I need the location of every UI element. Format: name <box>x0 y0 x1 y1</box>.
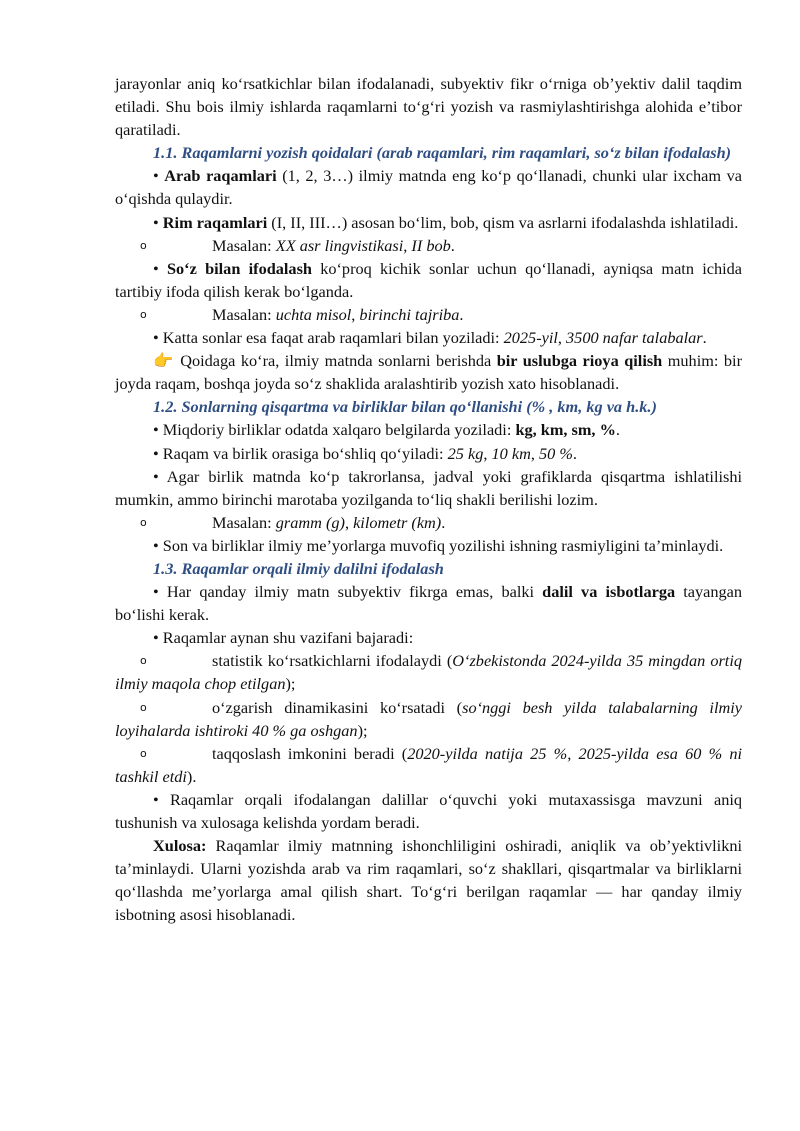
text-run: • Son va birliklar ilmiy me’yorlarga muvofiq yozilishi ishning rasmiyligini ta’minlaydi. <box>153 535 724 555</box>
bold-text: Xulosa: <box>153 836 207 856</box>
text-run: 1.3. Raqamlar orqali ilmiy dalilni ifodalash <box>153 558 444 578</box>
text-run: . <box>459 304 464 324</box>
text-run: 👉 Qoidaga ko‘ra, ilmiy matnda sonlarni berishda <box>153 351 497 371</box>
sub-bullet-marker: o <box>140 515 147 529</box>
sub-bullet-marker: o <box>140 307 147 321</box>
sub-bullet-item <box>115 696 742 742</box>
text-run: , <box>557 328 567 348</box>
text-run: • Agar birlik matnda ko‘p takrorlansa, jadval yoki grafiklarda qisqartma ishlatilishi mumkin, ammo birinchi marotaba yozilganda to‘liq shakli berilishi lozim. <box>115 466 742 509</box>
italic-text: uchta misol <box>275 304 352 324</box>
text-run: statistik ko‘rsatkichlarni ifodalaydi ( <box>212 651 453 671</box>
bold-text: Arab raqamlari <box>164 166 277 186</box>
text-run: Masalan: <box>212 512 276 532</box>
bold-text: dalil va isbotlarga <box>542 582 676 602</box>
bullet-item <box>115 534 742 557</box>
bold-text: So‘z bilan ifodalash <box>166 258 312 278</box>
section-heading <box>115 141 742 164</box>
sub-bullet-item <box>115 234 742 257</box>
document-page <box>115 72 742 926</box>
text-run: , <box>403 235 412 255</box>
italic-text: 50 % <box>538 443 573 463</box>
sub-bullet-item <box>115 511 742 534</box>
text-run: taqqoslash imkonini beradi ( <box>212 743 408 763</box>
text-run: Raqamlar ilmiy matnning ishonchliligini oshiradi, aniqlik va ob’yektivlikni ta’minlaydi. Ularni yozishda arab va rim raqamlari, so‘z shakllari, qisqartmalar va birliklarni qo‘llashda me’yorlarga amal qilish shart. To‘g‘ri berilgan raqamlar — har qanday ilmiy isbotning asosi hisoblanadi. <box>115 836 742 925</box>
text-run: 1.1. Raqamlarni yozish qoidalari (arab raqamlari, rim raqamlari, so‘z bilan ifodalash) <box>153 143 732 163</box>
text-run: • <box>153 212 163 232</box>
text-run: • Raqam va birlik orasiga bo‘shliq qo‘yiladi: <box>153 443 448 463</box>
text-run: muhim: bir joyda raqam, boshqa joyda so‘z shaklida aralashtirib yozish xato hisoblanadi. <box>115 351 743 394</box>
text-run: 1.2. Sonlarning qisqartma va birliklar bilan qo‘llanishi (% , km, kg va h.k.) <box>153 397 657 417</box>
section-heading <box>115 395 742 418</box>
text-run: . <box>441 512 446 532</box>
text-run: tayangan bo‘lishi kerak. <box>115 582 742 625</box>
bullet-item <box>115 211 742 234</box>
text-run: . <box>572 443 577 463</box>
italic-text: O‘zbekistonda 2024-yilda 35 mingdan ortiq ilmiy maqola chop etilgan <box>115 651 742 694</box>
italic-text: 25 kg <box>447 443 484 463</box>
italic-text: 10 km <box>491 443 531 463</box>
text-run: . <box>615 420 620 440</box>
sub-bullet-marker: o <box>140 238 147 252</box>
text-run: ko‘proq kichik sonlar uchun qo‘llanadi, ayniqsa matn ichida tartibiy ifoda qilish kerak bo‘lganda. <box>115 258 742 301</box>
italic-text: 2025-yil <box>503 328 558 348</box>
bullet-item <box>115 326 742 349</box>
sub-bullet-item <box>115 649 742 695</box>
bullet-item <box>115 580 742 626</box>
italic-text: 3500 nafar talabalar <box>566 328 703 348</box>
bullet-item <box>115 164 742 210</box>
text-run: , <box>483 443 492 463</box>
text-run: (I, II, III…) asosan bo‘lim, bob, qism va asrlarni ifodalashda ishlatiladi. <box>267 212 739 232</box>
text-run: , <box>351 304 360 324</box>
body-paragraph <box>115 72 742 141</box>
text-run: • Katta sonlar esa faqat arab raqamlari bilan yoziladi: <box>153 328 504 348</box>
italic-text: birinchi tajriba <box>359 304 460 324</box>
sub-bullet-item <box>115 303 742 326</box>
italic-text: so‘nggi besh yilda talabalarning ilmiy loyihalarda ishtiroki 40 % ga oshgan <box>115 697 742 740</box>
italic-text: II bob <box>411 235 451 255</box>
text-run: • Miqdoriy birliklar odatda xalqaro belgilarda yoziladi: <box>153 420 516 440</box>
sub-bullet-marker: o <box>140 700 147 714</box>
bullet-item <box>115 465 742 511</box>
text-run: • <box>153 166 165 186</box>
bold-text: Rim raqamlari <box>162 212 268 232</box>
bullet-item <box>115 442 742 465</box>
bullet-item <box>115 257 742 303</box>
text-run: (1, 2, 3…) ilmiy matnda eng ko‘p qo‘llanadi, chunki ular ixcham va o‘qishda qulaydir. <box>115 166 742 209</box>
document-body <box>115 72 742 926</box>
italic-text: XX asr lingvistikasi <box>275 235 404 255</box>
text-run: • <box>153 258 167 278</box>
text-run: , <box>530 443 539 463</box>
text-run: ); <box>357 720 368 740</box>
section-heading <box>115 557 742 580</box>
text-run: , <box>344 512 354 532</box>
text-run: o‘zgarish dinamikasini ko‘rsatadi ( <box>212 697 463 717</box>
text-run: • Raqamlar aynan shu vazifani bajaradi: <box>153 628 414 648</box>
body-paragraph <box>115 349 742 395</box>
text-run: jarayonlar aniq ko‘rsatkichlar bilan ifodalanadi, subyektiv fikr o‘rniga ob’yektiv dalil taqdim etiladi. Shu bois ilmiy ishlarda raqamlarni to‘g‘ri yozish va rasmiylashtirishga alohida e’tibor qaratiladi. <box>115 74 742 140</box>
italic-text: kilometr (km) <box>353 512 442 532</box>
bold-text: kg, km, sm, % <box>515 420 616 440</box>
bullet-item <box>115 626 742 649</box>
sub-bullet-marker: o <box>140 654 147 668</box>
italic-text: gramm (g) <box>275 512 345 532</box>
sub-bullet-marker: o <box>140 746 147 760</box>
text-run: ). <box>186 766 197 786</box>
text-run: Masalan: <box>212 304 276 324</box>
sub-bullet-item <box>115 742 742 788</box>
text-run: Masalan: <box>212 235 276 255</box>
body-paragraph <box>115 834 742 926</box>
bullet-item <box>115 418 742 441</box>
text-run: ); <box>285 674 296 694</box>
text-run: . <box>702 328 707 348</box>
text-run: • Har qanday ilmiy matn subyektiv fikrga emas, balki <box>153 582 543 602</box>
italic-text: 2020-yilda natija 25 %, 2025-yilda esa 60 % ni tashkil etdi <box>115 743 743 786</box>
bullet-item <box>115 788 742 834</box>
text-run: . <box>450 235 455 255</box>
bold-text: bir uslubga rioya qilish <box>496 351 663 371</box>
text-run: • Raqamlar orqali ifodalangan dalillar o‘quvchi yoki mutaxassisga mavzuni aniq tushunish va xulosaga kelishda yordam beradi. <box>115 789 742 832</box>
